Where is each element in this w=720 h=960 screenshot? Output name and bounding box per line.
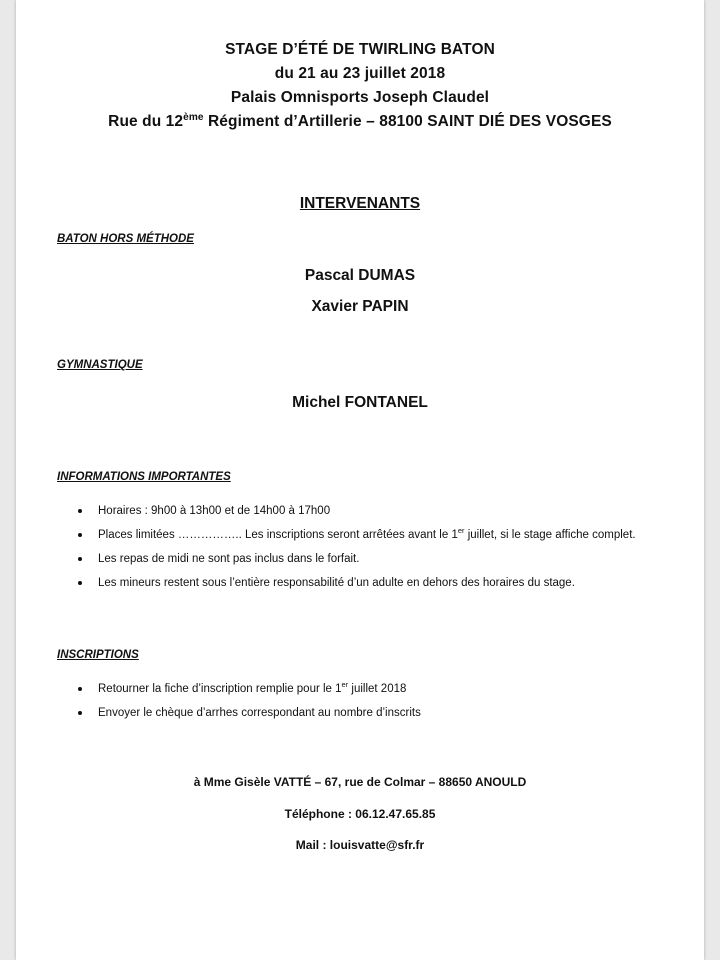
informations-list [74, 504, 636, 600]
list-item: Horaires : 9h00 à 13h00 et de 14h00 à 17h00 [74, 504, 636, 528]
list-item-text: Retourner la fiche d’inscription remplie pour le 1 [98, 683, 342, 695]
contact-phone: Téléphone : 06.12.47.65.85 [284, 807, 436, 821]
list-item [74, 682, 421, 706]
event-dates: du 21 au 23 juillet 2018 [274, 65, 446, 82]
intervenants-title: INTERVENANTS [299, 195, 421, 212]
list-item: Les mineurs restent sous l’entière responsabilité d’un adulte en dehors des horaires du stage. [74, 576, 636, 600]
event-venue: Palais Omnisports Joseph Claudel [230, 89, 490, 106]
list-item [74, 528, 636, 552]
intervenant-name: Xavier PAPIN [311, 298, 409, 315]
list-item-text: juillet 2018 [348, 683, 407, 695]
list-item-superscript: er [457, 526, 465, 536]
address-part-2: Régiment d’Artillerie – 88100 SAINT DIÉ DES VOSGES [203, 113, 612, 130]
document-page [16, 0, 704, 960]
contact-address: à Mme Gisèle VATTÉ – 67, rue de Colmar – 88650 ANOULD [193, 775, 527, 789]
list-item-text: Places limitées …………….. Les inscriptions seront arrêtées avant le 1 [98, 529, 458, 541]
inscriptions-section-label: INSCRIPTIONS [57, 649, 139, 661]
intervenant-name: Michel FONTANEL [292, 394, 428, 411]
event-address [16, 110, 704, 134]
gymnastique-section-label: GYMNASTIQUE [57, 359, 143, 371]
address-superscript: ème [183, 111, 204, 123]
baton-section-label: BATON HORS MÉTHODE [57, 233, 194, 245]
address-part-1: Rue du 12 [108, 113, 184, 130]
intervenant-name: Pascal DUMAS [304, 267, 416, 284]
list-item: Envoyer le chèque d’arrhes correspondant au nombre d’inscrits [74, 706, 421, 730]
list-item: Les repas de midi ne sont pas inclus dans le forfait. [74, 552, 636, 576]
event-title: STAGE D’ÉTÉ DE TWIRLING BATON [225, 41, 495, 58]
inscriptions-list [74, 682, 421, 730]
informations-section-label: INFORMATIONS IMPORTANTES [57, 471, 231, 483]
list-item-superscript: er [341, 680, 349, 690]
contact-mail: Mail : louisvatte@sfr.fr [295, 838, 425, 852]
list-item-text: juillet, si le stage affiche complet. [464, 529, 636, 541]
